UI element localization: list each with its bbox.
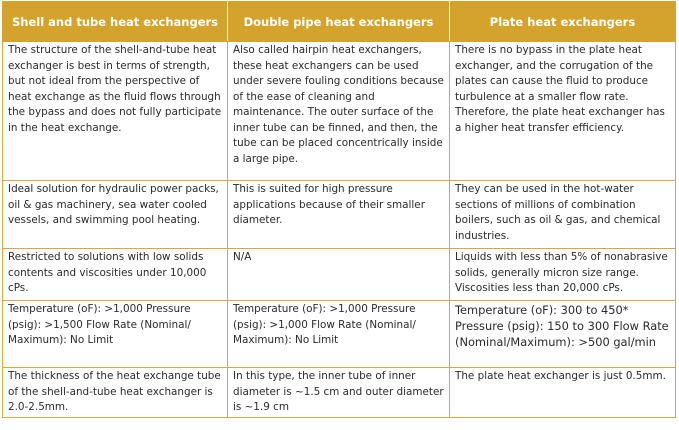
cell-plate-description: There is no bypass in the plate heat exchanger, and the corrugation of the plates can cause the fluid to produce turbulence at a smaller flow rate. Therefore, the plate heat exchanger has a higher heat transfer efficiency. xyxy=(450,42,676,181)
header-plate: Plate heat exchangers xyxy=(450,2,676,42)
cell-shell-description: The structure of the shell-and-tube heat exchanger is best in terms of strength, but not ideal from the perspective of heat exchange as the fluid flows through the bypass and does not fully participate in the heat exchange. xyxy=(3,42,228,181)
cell-shell-restrictions: Restricted to solutions with low solids contents and viscosities under 10,000 cPs. xyxy=(3,249,228,301)
cell-plate-restrictions: Liquids with less than 5% of nonabrasive solids, generally micron size range. Viscosities less than 20,000 cPs. xyxy=(450,249,676,301)
table-row-applications xyxy=(3,181,676,249)
heat-exchanger-comparison-table xyxy=(2,1,676,418)
cell-plate-ratings: Temperature (oF): 300 to 450* Pressure (psig): 150 to 300 Flow Rate (Nominal/Maximum): >500 gal/min xyxy=(450,301,676,368)
cell-shell-thickness: The thickness of the heat exchange tube of the shell-and-tube heat exchanger is 2.0-2.5mm. xyxy=(3,368,228,418)
cell-double-pipe-thickness: In this type, the inner tube of inner diameter is ~1.5 cm and outer diameter is ~1.9 cm xyxy=(228,368,450,418)
table-row-thickness xyxy=(3,368,676,418)
header-double-pipe: Double pipe heat exchangers xyxy=(228,2,450,42)
table-row-ratings xyxy=(3,301,676,368)
cell-plate-thickness: The plate heat exchanger is just 0.5mm. xyxy=(450,368,676,418)
cell-shell-ratings: Temperature (oF): >1,000 Pressure (psig): >1,500 Flow Rate (Nominal/ Maximum): No Limit xyxy=(3,301,228,368)
cell-double-pipe-applications: This is suited for high pressure applications because of their smaller diameter. xyxy=(228,181,450,249)
cell-shell-applications: Ideal solution for hydraulic power packs, oil & gas machinery, sea water cooled vessels, and swimming pool heating. xyxy=(3,181,228,249)
header-row xyxy=(3,2,676,42)
cell-plate-applications: They can be used in the hot-water sections of millions of combination boilers, such as oil & gas, and chemical industries. xyxy=(450,181,676,249)
header-shell-and-tube: Shell and tube heat exchangers xyxy=(3,2,228,42)
cell-double-pipe-description: Also called hairpin heat exchangers, these heat exchangers can be used under severe fouling conditions because of the ease of cleaning and maintenance. The outer surface of the inner tube can be finned, and then, the tube can be placed concentrically inside a large pipe. xyxy=(228,42,450,181)
table-row-restrictions xyxy=(3,249,676,301)
cell-double-pipe-ratings: Temperature (oF): >1,000 Pressure (psig): >1,000 Flow Rate (Nominal/ Maximum): No Limit xyxy=(228,301,450,368)
table-row-description xyxy=(3,42,676,181)
cell-double-pipe-restrictions: N/A xyxy=(228,249,450,301)
